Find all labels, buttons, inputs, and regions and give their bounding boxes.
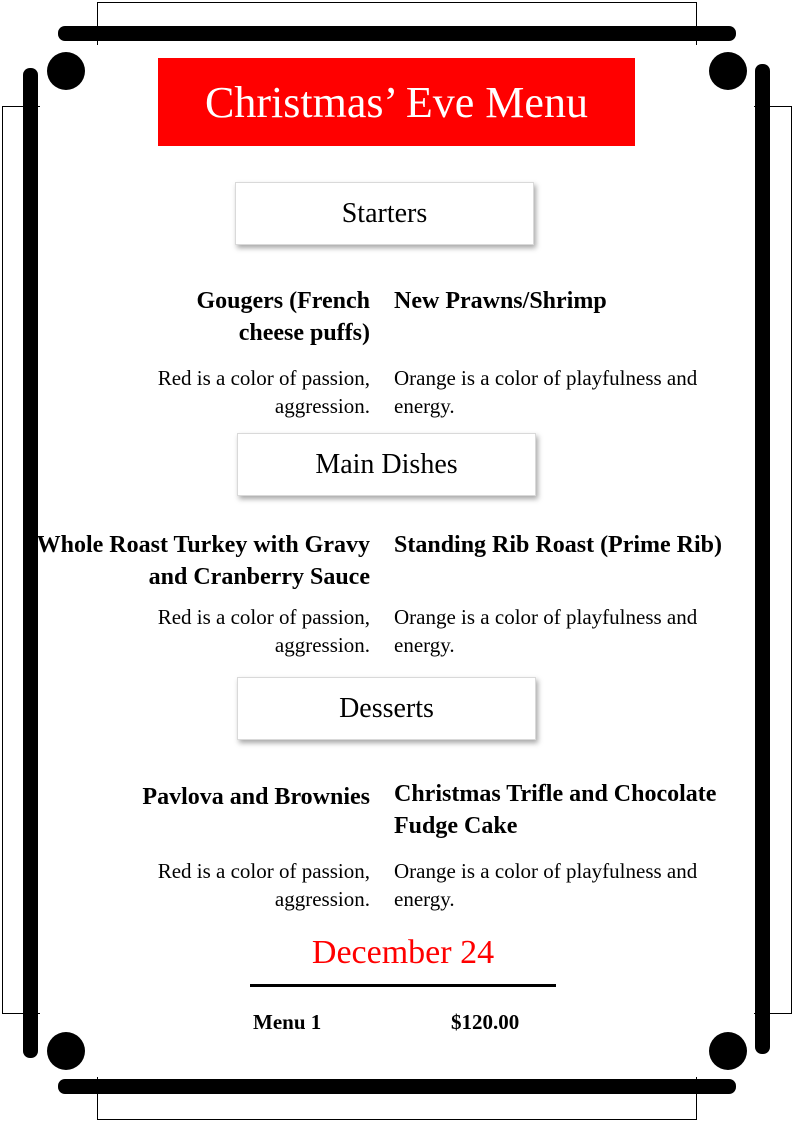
corner-dot-bottom-right <box>709 1032 747 1070</box>
dish-description: Red is a color of passion, aggression. <box>157 605 370 657</box>
dish-name: Standing Rib Roast (Prime Rib) <box>394 532 723 558</box>
dish-description: Orange is a color of playfulness and energy. <box>394 605 698 657</box>
event-date: December 24 <box>311 934 495 971</box>
frame-bar-bottom <box>58 1079 736 1094</box>
dish-description: Red is a color of passion, aggression. <box>157 859 370 911</box>
corner-dot-top-left <box>47 52 85 90</box>
dish-name: Gougers (French cheese puffs) <box>196 288 370 346</box>
dish-name: Pavlova and Brownies <box>142 784 370 810</box>
corner-dot-bottom-left <box>47 1032 85 1070</box>
dish-name: Whole Roast Turkey with Gravy and Cranberry Sauce <box>36 532 370 590</box>
section-heading-desserts: Desserts <box>237 677 536 740</box>
dish-description: Red is a color of passion, aggression. <box>157 366 370 418</box>
frame-bar-right <box>755 64 770 1054</box>
section-heading-starters: Starters <box>235 182 534 245</box>
menu-label: Menu 1 <box>253 1010 322 1034</box>
frame-bar-top <box>58 26 736 41</box>
dish-name: New Prawns/Shrimp <box>394 288 607 314</box>
dish-name: Christmas Trifle and Chocolate Fudge Cake <box>394 781 717 839</box>
menu-price: $120.00 <box>451 1010 520 1034</box>
dish-description: Orange is a color of playfulness and energy. <box>394 366 698 418</box>
menu-title: Christmas’ Eve Menu <box>158 58 635 146</box>
section-heading-main-dishes: Main Dishes <box>237 433 536 496</box>
divider <box>250 984 556 987</box>
dish-description: Orange is a color of playfulness and energy. <box>394 859 698 911</box>
corner-dot-top-right <box>709 52 747 90</box>
